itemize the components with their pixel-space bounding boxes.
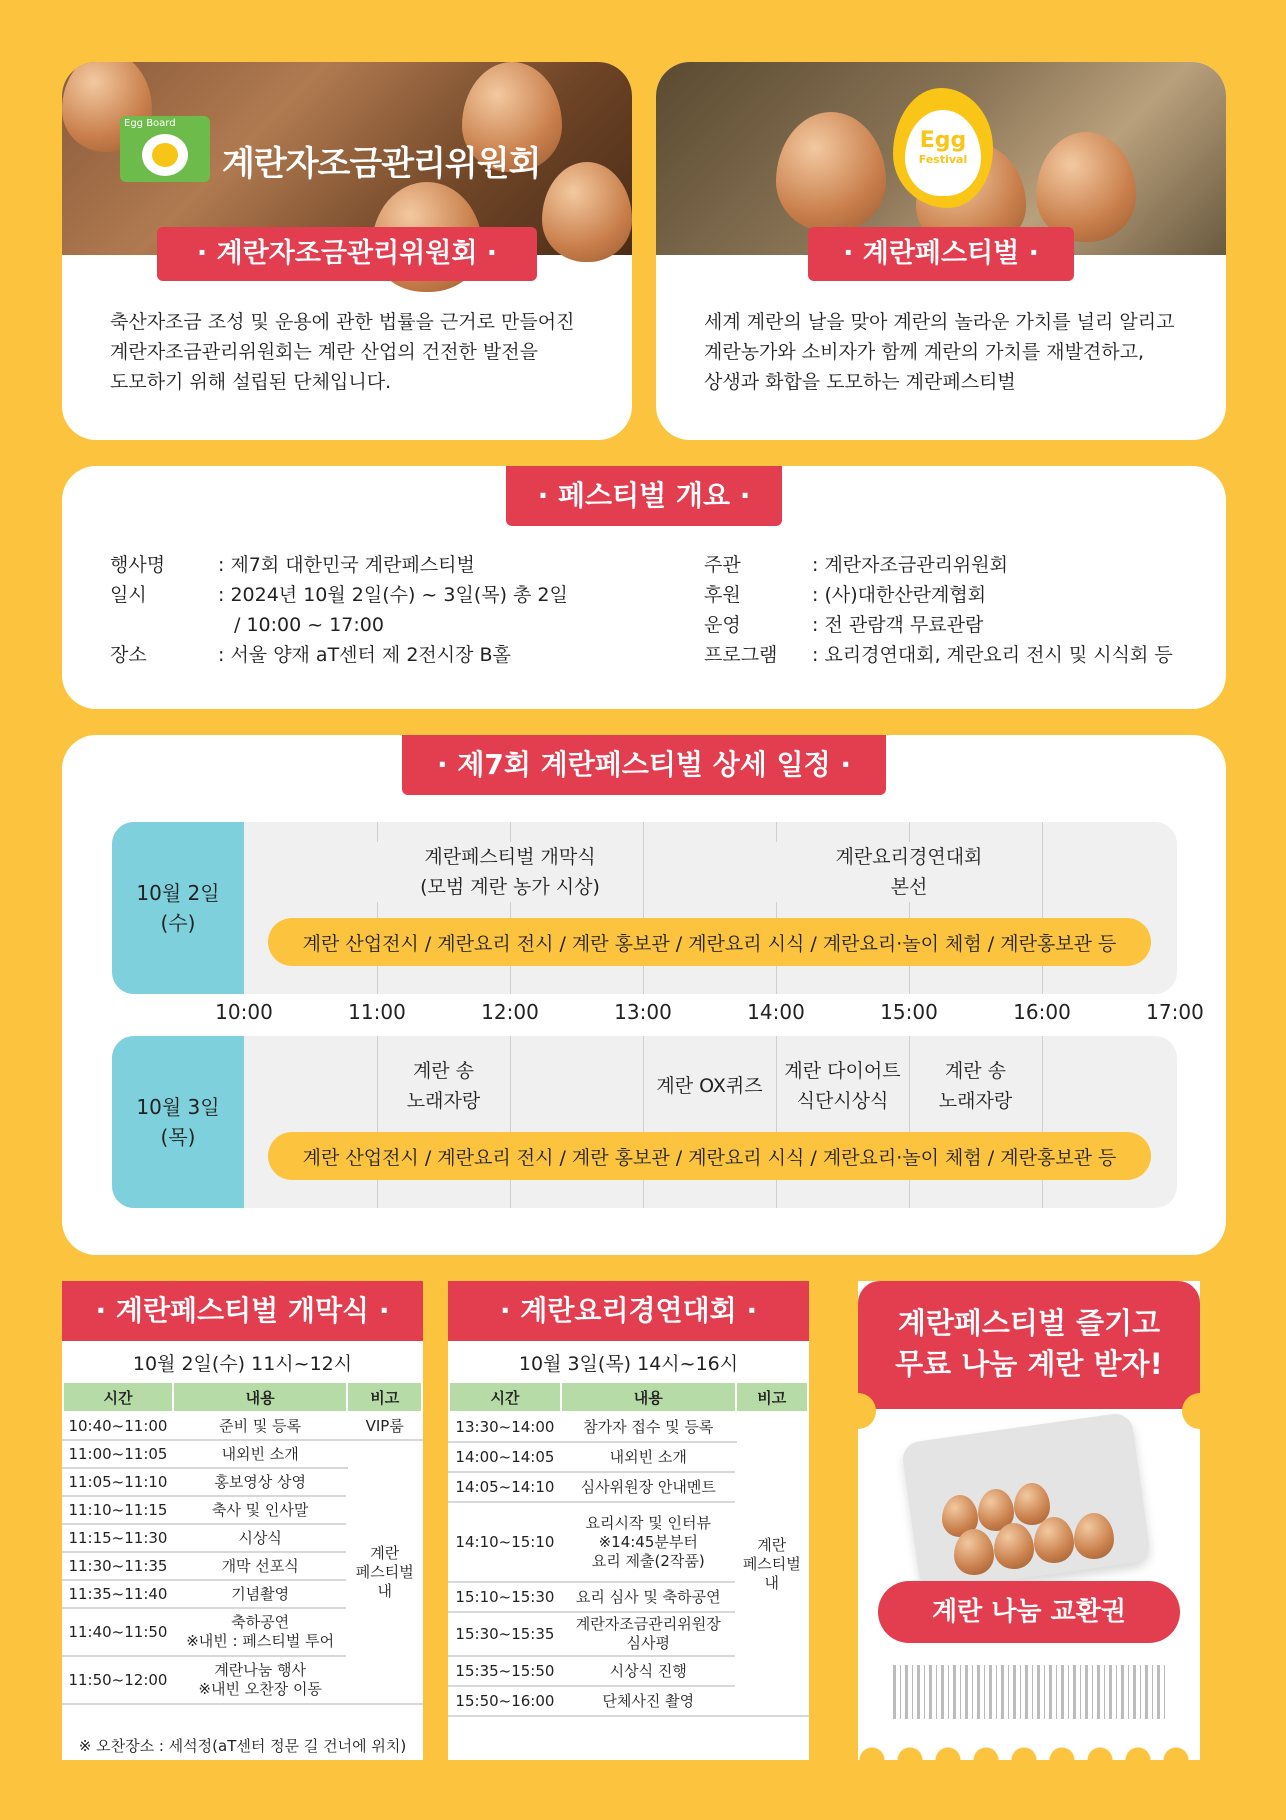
overview-card <box>62 466 1226 709</box>
table-row: 11:40~11:50 축하공연 ※내빈 : 페스티벌 투어 <box>63 1608 422 1656</box>
egg-festival-logo <box>893 88 993 208</box>
overview-ribbon: · 페스티벌 개요 · <box>506 466 782 526</box>
overview-date: 일시 : 2024년 10월 2일(수) ~ 3일(목) 총 2일 <box>110 584 568 606</box>
overview-event-name: 행사명 : 제7회 대한민국 계란페스티벌 <box>110 554 475 576</box>
board-name-logo: 계란자조금관리위원회 <box>222 144 541 184</box>
day2-exhibition-pill: 계란 산업전시 / 계란요리 전시 / 계란 홍보관 / 계란요리 시식 / 계란요리·놀이 체험 / 계란홍보관 등 <box>268 1132 1151 1180</box>
table-row: 14:10~15:10 요리시작 및 인터뷰 ※14:45분부터 요리 제출(2작품) <box>449 1502 808 1582</box>
table-row: 11:30~11:35 개막 선포식 <box>63 1552 422 1580</box>
contest-table <box>448 1381 809 1717</box>
schedule-ribbon: · 제7회 계란페스티벌 상세 일정 · <box>402 735 886 795</box>
opening-card <box>62 1281 423 1760</box>
day1-label: 10월 2일 (수) <box>112 822 244 994</box>
overview-operation: 운영 : 전 관람객 무료관람 <box>704 614 984 636</box>
time-label: 14:00 <box>747 1000 805 1024</box>
time-label: 15:00 <box>880 1000 938 1024</box>
lunch-footnote: ※ 오찬장소 : 세석정(aT센터 정문 길 건너에 위치) <box>78 1737 407 1755</box>
overview-program: 프로그램 : 요리경연대회, 계란요리 전시 및 시식회 등 <box>704 644 1173 666</box>
contest-card <box>448 1281 809 1760</box>
event-opening-ceremony: 계란페스티벌 개막식 (모범 계란 농가 시상) <box>377 842 643 902</box>
overview-host: 주관 : 계란자조금관리위원회 <box>704 554 1008 576</box>
contest-date: 10월 3일(목) 14시~16시 <box>518 1353 739 1375</box>
opening-date: 10월 2일(수) 11시~12시 <box>132 1353 353 1375</box>
event-song-contest: 계란 송 노래자랑 <box>938 1060 1013 1112</box>
opening-ribbon: · 계란페스티벌 개막식 · <box>62 1281 423 1341</box>
coupon-title: 계란페스티벌 즐기고 무료 나눔 계란 받자! <box>895 1306 1163 1381</box>
event-cooking-contest: 계란요리경연대회 본선 <box>776 842 1042 902</box>
table-row: 11:00~11:05 내외빈 소개 계란 페스티벌 내 <box>63 1440 422 1468</box>
egg-image <box>994 1523 1034 1569</box>
egg-image <box>1074 1513 1114 1559</box>
festival-logo-inner: Egg Festival <box>905 110 981 196</box>
table-row: 13:30~14:00 참가자 접수 및 등록 계란 페스티벌 내 <box>449 1412 808 1442</box>
egg-image <box>1034 1517 1074 1563</box>
table-row: 15:35~15:50 시상식 진행 <box>449 1656 808 1686</box>
table-row: 15:10~15:30 요리 심사 및 축하공연 <box>449 1582 808 1612</box>
time-label: 11:00 <box>348 1000 406 1024</box>
time-label: 17:00 <box>1146 1000 1204 1024</box>
day1-exhibition-pill: 계란 산업전시 / 계란요리 전시 / 계란 홍보관 / 계란요리 시식 / 계란요리·놀이 체험 / 계란홍보관 등 <box>268 918 1151 966</box>
contest-ribbon: · 계란요리경연대회 · <box>448 1281 809 1341</box>
overview-sponsor: 후원 : (사)대한산란계협회 <box>704 584 987 606</box>
schedule-day2 <box>112 1036 1177 1208</box>
table-row: 11:10~11:15 축사 및 인사말 <box>63 1496 422 1524</box>
egg-image <box>776 112 886 232</box>
event-ox-quiz: 계란 OX퀴즈 <box>656 1075 763 1097</box>
table-row: 11:50~12:00 계란나눔 행사 ※내빈 오찬장 이동 <box>63 1656 422 1704</box>
egg-image <box>1036 132 1136 242</box>
table-row: 14:00~14:05 내외빈 소개 <box>449 1442 808 1472</box>
board-ribbon: · 계란자조금관리위원회 · <box>157 227 537 281</box>
egg-board-logo <box>120 116 210 182</box>
time-label: 10:00 <box>215 1000 273 1024</box>
time-label: 13:00 <box>614 1000 672 1024</box>
schedule-day1 <box>112 822 1177 994</box>
board-description: 축산자조금 조성 및 운용에 관한 법률을 근거로 만들어진 계란자조금관리위원회는 계란 산업의 건전한 발전을 도모하기 위해 설립된 단체입니다. <box>110 311 575 393</box>
day2-label: 10월 3일 (목) <box>112 1036 244 1208</box>
festival-card <box>656 62 1226 440</box>
table-row: 15:30~15:35 계란자조금관리위원장 심사평 <box>449 1612 808 1656</box>
coupon-scallop-edge <box>858 1746 1200 1760</box>
egg-image <box>542 162 632 262</box>
egg-coupon <box>858 1281 1200 1760</box>
table-row: 15:50~16:00 단체사진 촬영 <box>449 1686 808 1716</box>
barcode <box>893 1665 1165 1719</box>
table-row: 14:05~14:10 심사위원장 안내멘트 <box>449 1472 808 1502</box>
logo-small-text: Egg Board <box>124 118 176 129</box>
event-diet-award: 계란 다이어트 식단시상식 <box>784 1060 901 1112</box>
table-header-row: 시간 내용 비고 <box>449 1382 808 1412</box>
festival-description: 세계 계란의 날을 맞아 계란의 놀라운 가치를 널리 알리고 계란농가와 소비자가 함께 계란의 가치를 재발견하고, 상생과 화합을 도모하는 계란페스티벌 <box>704 311 1175 393</box>
coupon-header <box>858 1281 1200 1409</box>
table-row: 11:05~11:10 홍보영상 상영 <box>63 1468 422 1496</box>
egg-yolk-icon <box>142 134 188 176</box>
table-header-row: 시간 내용 비고 <box>63 1382 422 1412</box>
overview-time: / 10:00 ~ 17:00 <box>234 614 384 636</box>
time-label: 16:00 <box>1013 1000 1071 1024</box>
overview-venue: 장소 : 서울 양재 aT센터 제 2전시장 B홀 <box>110 644 511 666</box>
egg-image <box>954 1529 994 1575</box>
opening-table <box>62 1381 423 1705</box>
table-row: 11:35~11:40 기념촬영 <box>63 1580 422 1608</box>
board-card <box>62 62 632 440</box>
event-song-contest: 계란 송 노래자랑 <box>406 1060 481 1112</box>
table-row: 10:40~11:00 준비 및 등록 VIP룸 <box>63 1412 422 1440</box>
table-row: 11:15~11:30 시상식 <box>63 1524 422 1552</box>
coupon-exchange-button[interactable]: 계란 나눔 교환권 <box>878 1581 1180 1643</box>
festival-ribbon: · 계란페스티벌 · <box>808 227 1074 281</box>
time-label: 12:00 <box>481 1000 539 1024</box>
